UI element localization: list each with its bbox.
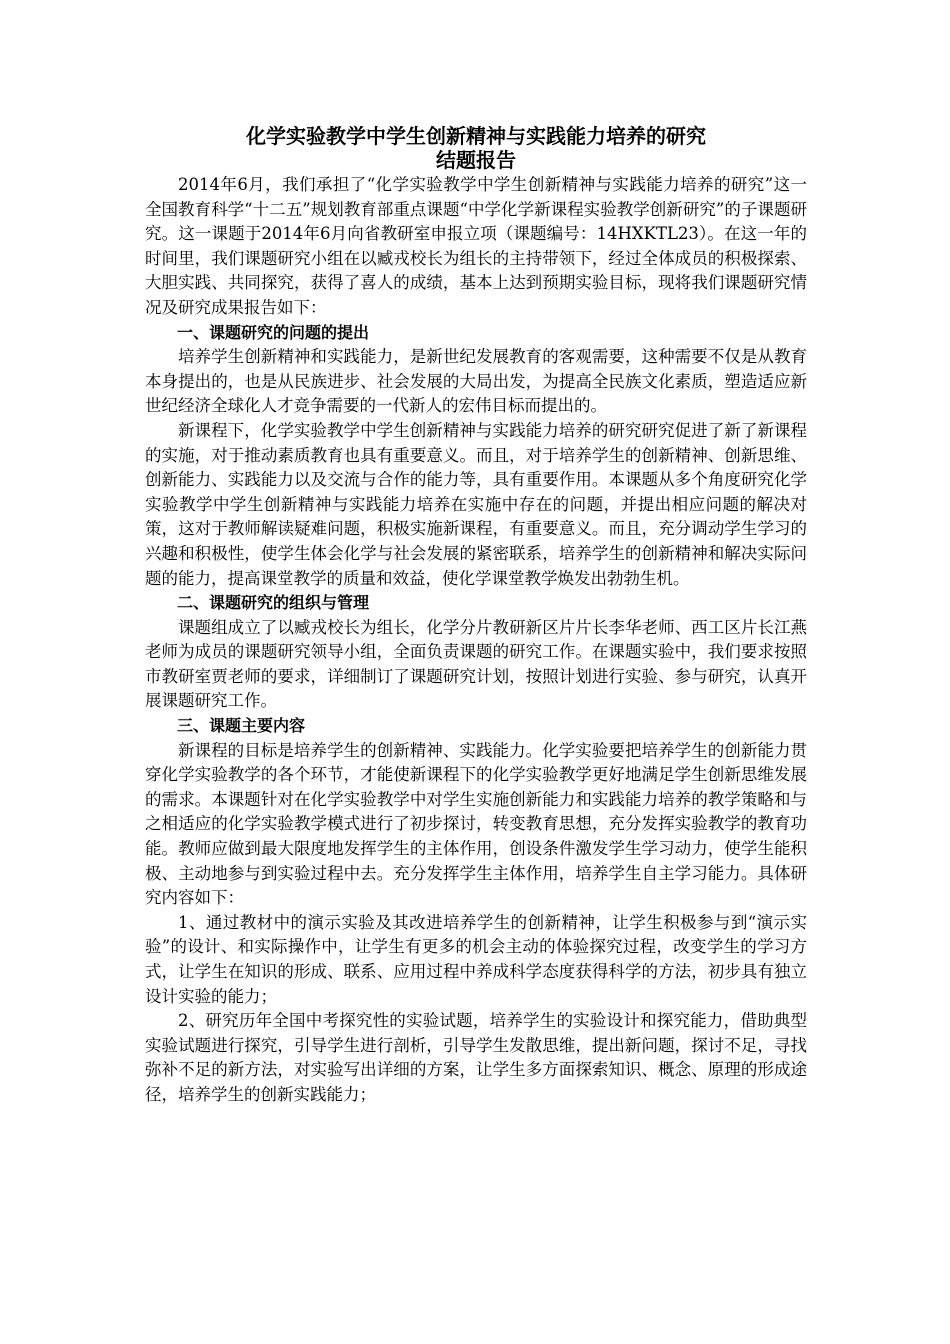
document-title: 化学实验教学中学生创新精神与实践能力培养的研究	[246, 124, 706, 148]
section-2-heading: 二、课题研究的组织与管理	[177, 593, 370, 613]
intro-paragraph: 2014年6月，我们承担了“化学实验教学中学生创新精神与实践能力培养的研究”这一全国教育科学“十二五”规划教育部重点课题“中学化学新课程实验教学创新研究”的子课题研究。这一课题于2014年6月向省教研室申报立项（课题编号：14HXKTL23）。在这一年的时间里，我们课题研究小组在以臧戎校长为组长的主持带领下，经过全体成员的积极探索、大胆实践、共同探究，获得了喜人的成绩，基本上达到预期实验目标，现将我们课题研究情况及研究成果报告如下：	[145, 175, 807, 317]
section-1-paragraph-2: 新课程下，化学实验教学中学生创新精神与实践能力培养的研究研究促进了新了新课程的实施，对于推动素质教育也具有重要意义。而且，对于培养学生的创新精神、创新思维、创新能力、实践能力以及交流与合作的能力等，具有重要作用。本课题从多个角度研究化学实验教学中学生创新精神与实践能力培养在实施中存在的问题，并提出相应问题的解决对策，这对于教师解读疑难问题，积极实施新课程，有重要意义。而且，充分调动学生学习的兴趣和积极性，使学生体会化学与社会发展的紧密联系，培养学生的创新精神和解决实际问题的能力，提高课堂教学的质量和效益，使化学课堂教学焕发出勃勃生机。	[145, 420, 807, 588]
document-body	[145, 124, 807, 1108]
section-1-heading: 一、课题研究的问题的提出	[177, 322, 370, 342]
section-3-heading: 三、课题主要内容	[177, 716, 306, 736]
section-1-paragraph-1: 培养学生创新精神和实践能力，是新世纪发展教育的客观需要，这种需要不仅是从教育本身提出的，也是从民族进步、社会发展的大局出发，为提高全民族文化素质，塑造适应新世纪经济全球化人才竞争需要的一代新人的宏伟目标而提出的。	[145, 347, 807, 416]
section-3-item-2: 2、研究历年全国中考探究性的实验试题，培养学生的实验设计和探究能力，借助典型实验试题进行探究，引导学生进行剖析，引导学生发散思维，提出新问题，探讨不足，寻找弥补不足的新方法，对实验写出详细的方案，让学生多方面探索知识、概念、原理的形成途径，培养学生的创新实践能力；	[145, 1011, 807, 1104]
section-3-item-1: 1、通过教材中的演示实验及其改进培养学生的创新精神，让学生积极参与到“演示实验”的设计、和实际操作中，让学生有更多的机会主动的体验探究过程，改变学生的学习方式，让学生在知识的形成、联系、应用过程中养成科学态度获得科学的方法，初步具有独立设计实验的能力；	[145, 912, 807, 1006]
section-2-paragraph-1: 课题组成立了以臧戎校长为组长，化学分片教研新区片片长李华老师、西工区片长江燕老师为成员的课题研究领导小组，全面负责课题的研究工作。在课题实验中，我们要求按照市教研室贾老师的要求，详细制订了课题研究计划，按照计划进行实验、参与研究，认真开展课题研究工作。	[145, 617, 807, 711]
document-subtitle: 结题报告	[436, 148, 516, 172]
section-3-paragraph-1: 新课程的目标是培养学生的创新精神、实践能力。化学实验要把培养学生的创新能力贯穿化学实验教学的各个环节，才能使新课程下的化学实验教学更好地满足学生创新思维发展的需求。本课题针对在化学实验教学中对学生实施创新能力和实践能力培养的教学策略和与之相适应的化学实验教学模式进行了初步探讨，转变教育思想，充分发挥实验教学的教育功能。教师应做到最大限度地发挥学生的主体作用，创设条件激发学生学习动力，使学生能积极、主动地参与到实验过程中去。充分发挥学生主体作用，培养学生自主学习能力。具体研究内容如下：	[145, 740, 807, 908]
